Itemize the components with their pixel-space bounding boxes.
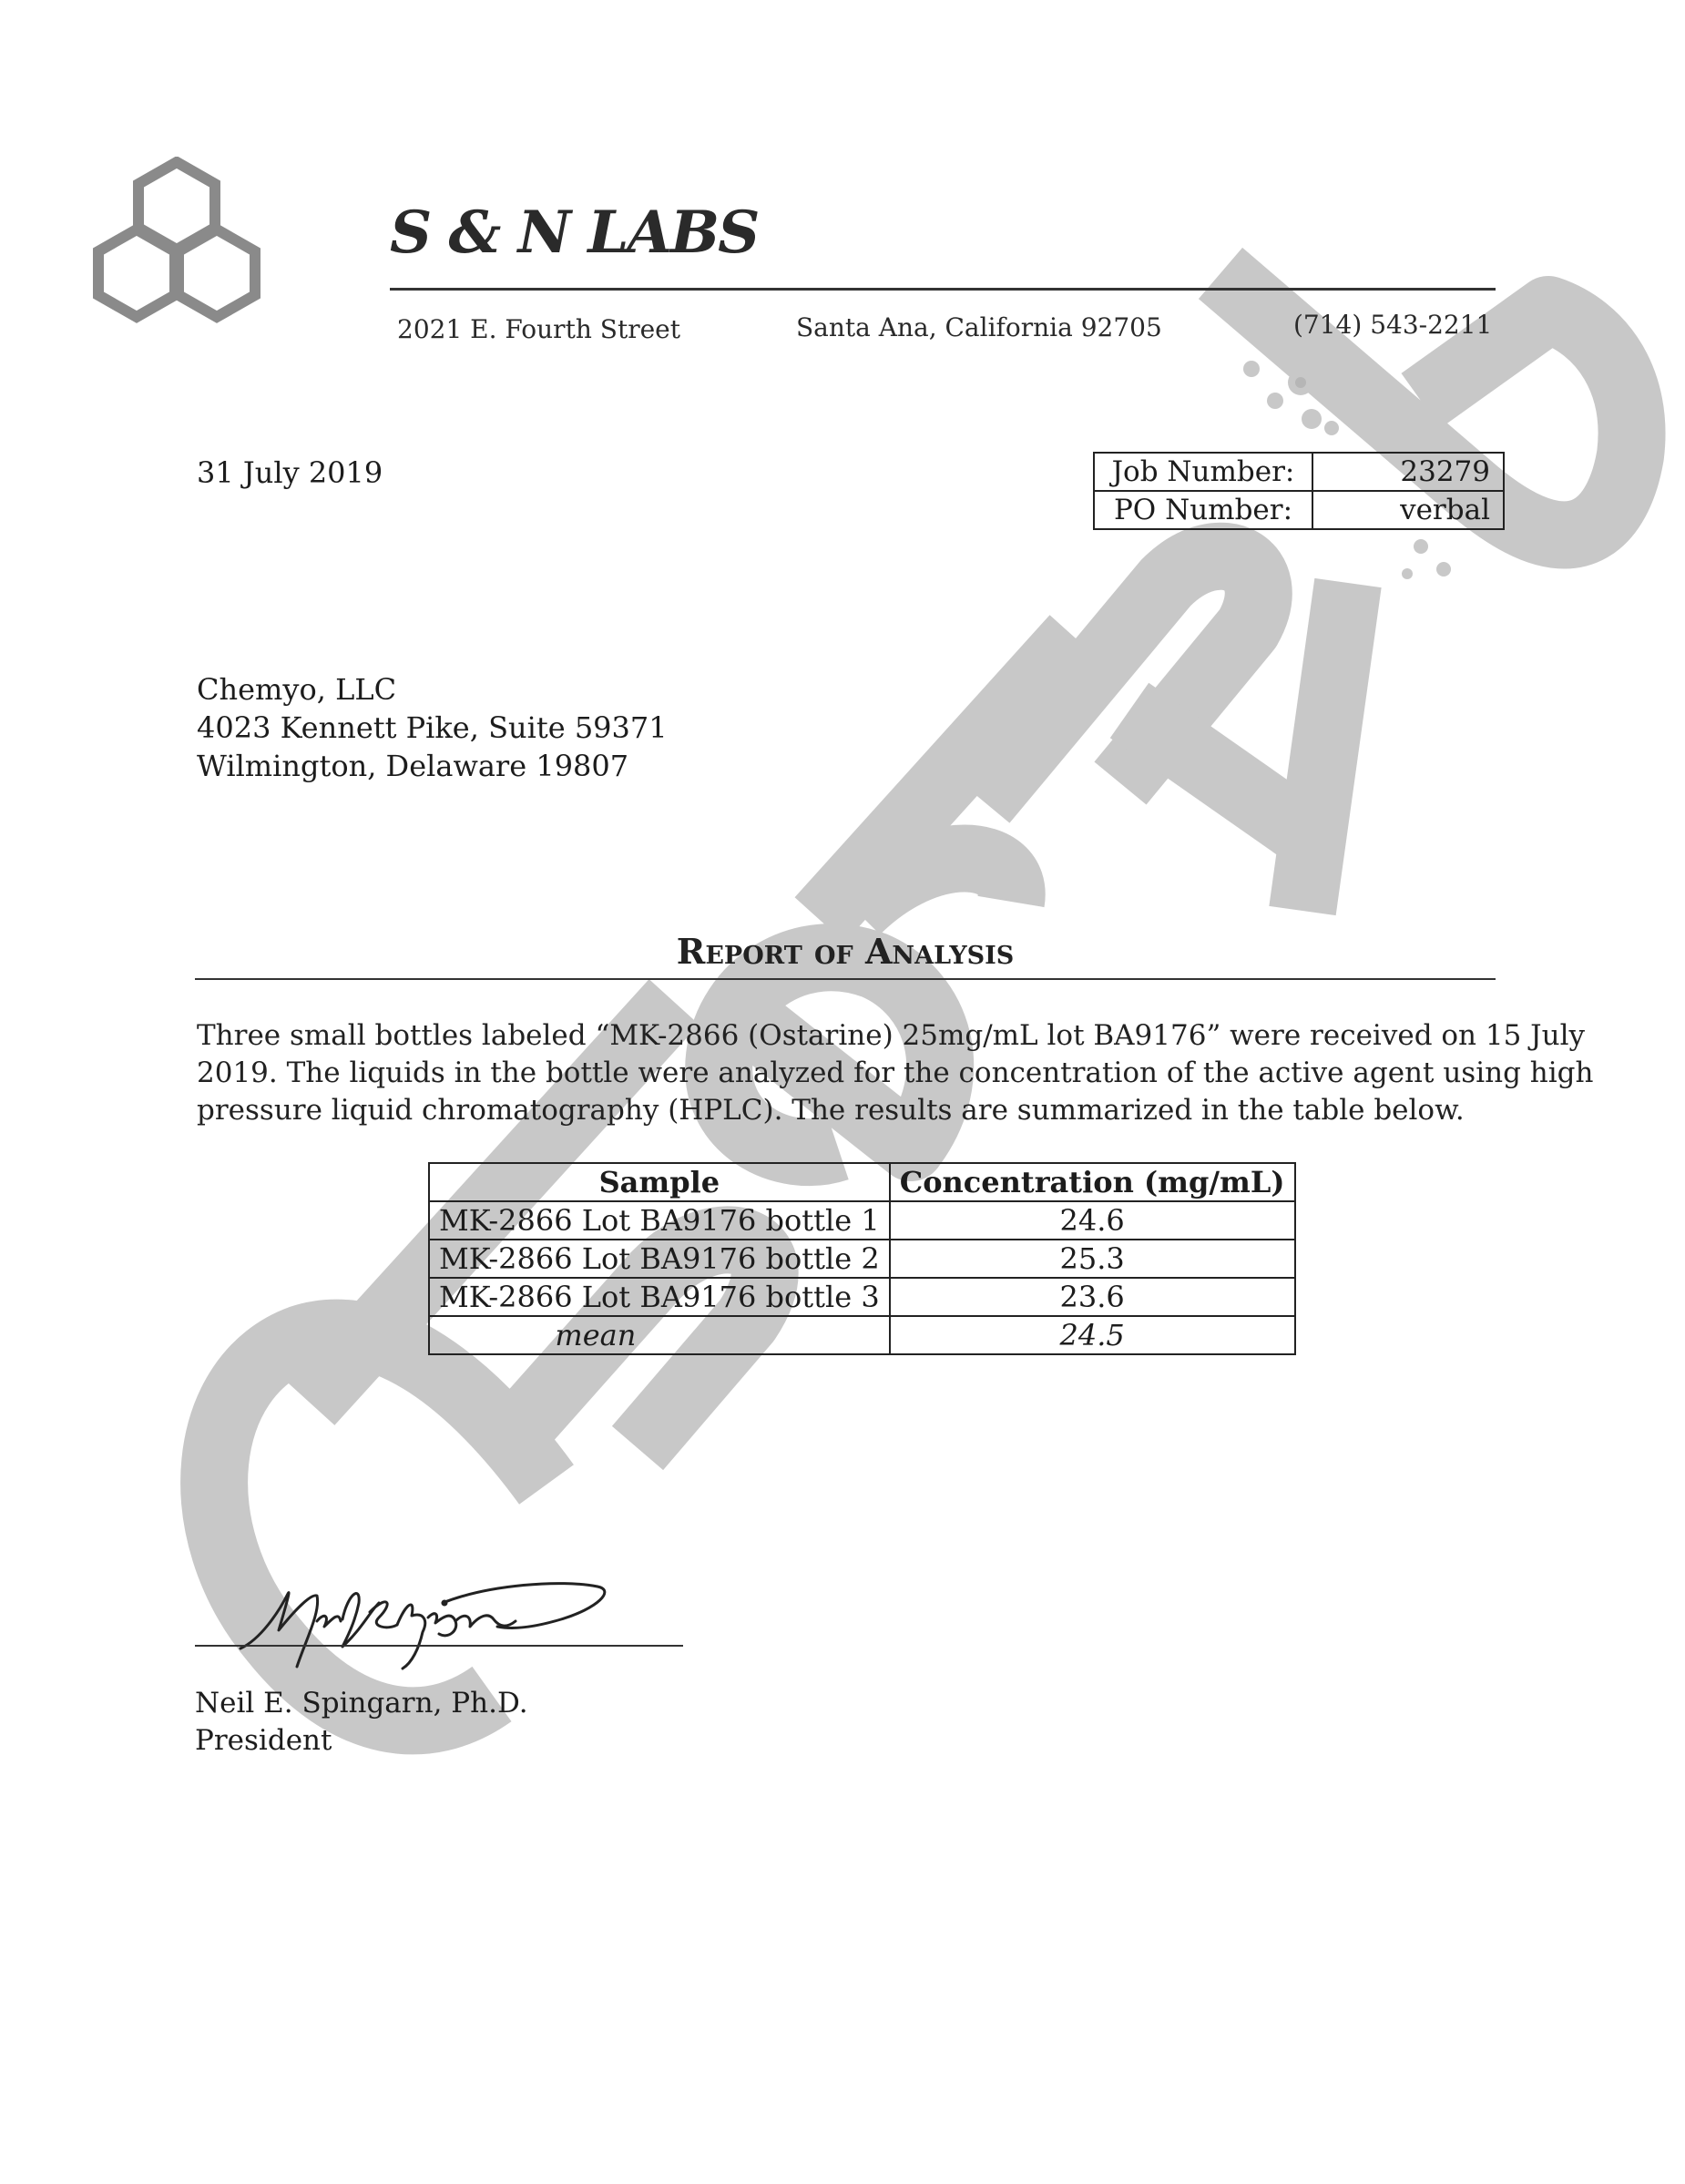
mean-row	[429, 1316, 1295, 1354]
report-body-line: Three small bottles labeled “MK-2866 (Ostarine) 25mg/mL lot BA9176” were received on 15 July	[197, 1019, 1585, 1052]
report-body-line: 2019. The liquids in the bottle were analyzed for the concentration of the active agent using high	[197, 1056, 1594, 1089]
job-number-value: 23279	[1312, 453, 1504, 491]
report-body-line: pressure liquid chromatography (HPLC). The results are summarized in the table below.	[197, 1094, 1465, 1127]
recipient-address	[197, 670, 668, 785]
report-date: 31 July 2019	[197, 455, 383, 490]
table-row	[429, 1201, 1295, 1240]
concentration-cell: 23.6	[890, 1278, 1295, 1316]
signer-name: Neil E. Spingarn, Ph.D.	[195, 1687, 528, 1720]
po-number-row	[1094, 491, 1504, 529]
po-number-label: PO Number:	[1094, 491, 1312, 529]
results-header-row	[429, 1163, 1295, 1201]
lab-phone: (714) 543-2211	[1293, 310, 1493, 340]
recipient-name: Chemyo, LLC	[197, 672, 397, 707]
report-title: Report of Analysis	[676, 931, 1015, 972]
job-number-row	[1094, 453, 1504, 491]
header-divider	[390, 288, 1496, 291]
table-row	[429, 1278, 1295, 1316]
results-table	[428, 1162, 1296, 1355]
concentration-cell: 25.3	[890, 1240, 1295, 1278]
job-number-label: Job Number:	[1094, 453, 1312, 491]
recipient-address-line2: Wilmington, Delaware 19807	[197, 749, 629, 783]
mean-value: 24.5	[890, 1316, 1295, 1354]
recipient-address-line1: 4023 Kennett Pike, Suite 59371	[197, 710, 668, 745]
po-number-value: verbal	[1312, 491, 1504, 529]
sample-cell: MK-2866 Lot BA9176 bottle 2	[429, 1240, 890, 1278]
mean-label: mean	[429, 1316, 890, 1354]
concentration-column-header: Concentration (mg/mL)	[890, 1163, 1295, 1201]
signer-title: President	[195, 1724, 332, 1757]
signer-block	[195, 1685, 528, 1760]
lab-name: S & N LABS	[390, 199, 759, 267]
sample-cell: MK-2866 Lot BA9176 bottle 1	[429, 1201, 890, 1240]
title-divider	[195, 978, 1496, 980]
lab-street: 2021 E. Fourth Street	[397, 314, 680, 344]
job-info-box	[1093, 452, 1505, 530]
hexagon-logo	[87, 157, 266, 339]
concentration-cell: 24.6	[890, 1201, 1295, 1240]
table-row	[429, 1240, 1295, 1278]
handwritten-signature	[233, 1576, 616, 1676]
sample-column-header: Sample	[429, 1163, 890, 1201]
lab-city: Santa Ana, California 92705	[796, 312, 1162, 342]
sample-cell: MK-2866 Lot BA9176 bottle 3	[429, 1278, 890, 1316]
report-body	[197, 1017, 1594, 1129]
signature-line	[195, 1645, 683, 1647]
